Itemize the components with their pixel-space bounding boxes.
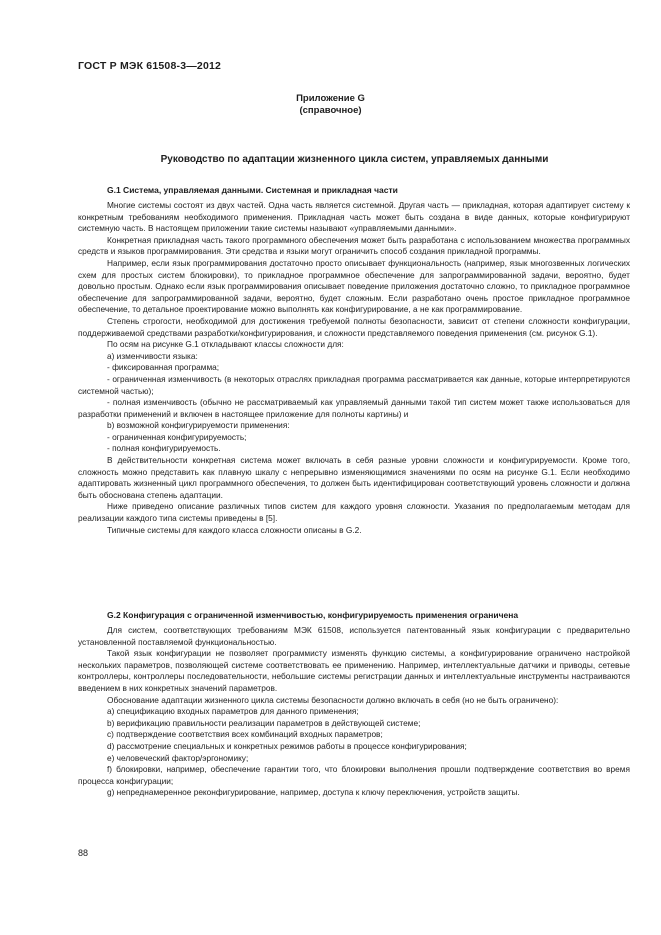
section-heading: G.1 Система, управляемая данными. Системная и прикладная части xyxy=(107,185,398,195)
annex-status: (справочное) xyxy=(299,105,362,116)
section-g1 xyxy=(78,184,630,536)
paragraph: Такой язык конфигурации не позволяет программисту изменять функцию системы, а конфигурирование ограничено настройкой нескольких параметров, позволяющей системе соответствовать ее применению. Например, интеллектуальные датчики и приводы, сетевые контроллеры, контроллеры последовательности, небольшие системы регистрации данных и интеллектуальные инструменты настраиваются введением в них конкретных значений параметров. xyxy=(78,648,630,693)
paragraph: В действительности конкретная система может включать в себя разные уровни сложности и конфигурируемости. Кроме того, сложность можно представить как плавную шкалу с непрерывно изменяющимися значениями по осям на рисунке G.1. Если необходимо адаптировать жизненный цикл программного обеспечения, то должен быть идентифицирован соответствующий уровень сложности и должна быть обоснована степень адаптации. xyxy=(78,455,630,500)
paragraph: Например, если язык программирования достаточно просто описывает функциональность (например, язык многозвенных логических схем для простых систем блокировки), то прикладное программное обеспечение для запрограммированной задачи, вероятно, будет довольно простым. Однако если язык программирования описывает поведение приложения достаточно сложно, то прикладное программное обеспечение для запрограммированной задачи, вероятно, будет сложным. Если разработано очень простое прикладное программное обеспечение, то детальное проектирование можно выполнять как конфигурирование, а не как программирование. xyxy=(78,257,630,315)
list-item: a) спецификацию входных параметров для данного применения; xyxy=(107,706,359,717)
list-item: f) блокировки, например, обеспечение гарантии того, что блокировки выполнения прошли подтверждение соответствия во время процесса конфигурации; xyxy=(78,764,630,786)
paragraph: Ниже приведено описание различных типов систем для каждого уровня сложности. Указания по предполагаемым методам для реализации каждого типа системы приведены в [5]. xyxy=(78,501,630,524)
list-item: c) подтверждение соответствия всех комбинаций входных параметров; xyxy=(107,729,383,740)
paragraph: Конкретная прикладная часть такого программного обеспечения может быть разработана с использованием множества программных средств и языков программирования. Эти средства и языки могут ограничить способ создания прикладной программы. xyxy=(78,234,630,257)
section-heading: G.2 Конфигурация с ограниченной изменчивостью, конфигурируемость применения ограничена xyxy=(107,610,519,620)
list-item: a) изменчивости языка: xyxy=(107,350,198,361)
paragraph: Типичные системы для каждого класса сложности описаны в G.2. xyxy=(107,524,362,535)
document-title: Руководство по адаптации жизненного цикла систем, управляемых данными xyxy=(160,154,549,165)
section-g2 xyxy=(78,609,630,799)
list-item: e) человеческий фактор/эргономику; xyxy=(107,752,249,763)
list-item: - полная конфигурируемость. xyxy=(107,443,221,454)
list-item: - фиксированная программа; xyxy=(107,362,220,373)
list-item: - ограниченная конфигурируемость; xyxy=(107,431,247,442)
standard-header: ГОСТ Р МЭК 61508-3—2012 xyxy=(78,60,222,72)
list-item: - ограниченная изменчивость (в некоторых отраслях прикладная программа рассматривается как данные, которые интерпретируются системной частью); xyxy=(78,373,630,396)
list-item: g) непреднамеренное реконфигурирование, например, доступа к ключу переключения, устройств защиты. xyxy=(107,787,520,798)
list-item: d) рассмотрение специальных и конкретных режимов работы в процессе конфигурирования; xyxy=(107,740,467,751)
paragraph: Обоснование адаптации жизненного цикла системы безопасности должно включать в себя (но не быть ограничено): xyxy=(107,694,559,705)
list-item: b) верификацию правильности реализации параметров в действующей системе; xyxy=(107,717,421,728)
list-item: b) возможной конфигурируемости применения: xyxy=(107,420,290,431)
paragraph: Степень строгости, необходимой для достижения требуемой полноты безопасности, зависит от степени сложности конфигурации, поддерживаемой средствами разработки/конфигурирования, и сложности представляемого поведения применения (см. рисунок G.1). xyxy=(78,315,630,338)
list-item: - полная изменчивость (обычно не рассматриваемый как управляемый данными такой тип систем может также использоваться для разработки применений и включен в настоящее приложение для полноты картины) и xyxy=(78,397,630,419)
paragraph: Многие системы состоят из двух частей. Одна часть является системной. Другая часть — прикладная, которая адаптирует систему к конкретным требованиям необходимого применения. Прикладная часть может быть создана в виде данных, которые конфигурируют системную часть. В настоящем приложении такие системы называют «управляемыми данными». xyxy=(78,200,630,234)
annex-title: Приложение G xyxy=(296,93,365,104)
paragraph: По осям на рисунке G.1 откладывают классы сложности для: xyxy=(107,339,344,350)
page-number: 88 xyxy=(78,848,89,858)
paragraph: Для систем, соответствующих требованиям МЭК 61508, используется патентованный язык конфигурации с предварительно установленной поставляемой функциональностью. xyxy=(78,625,630,647)
